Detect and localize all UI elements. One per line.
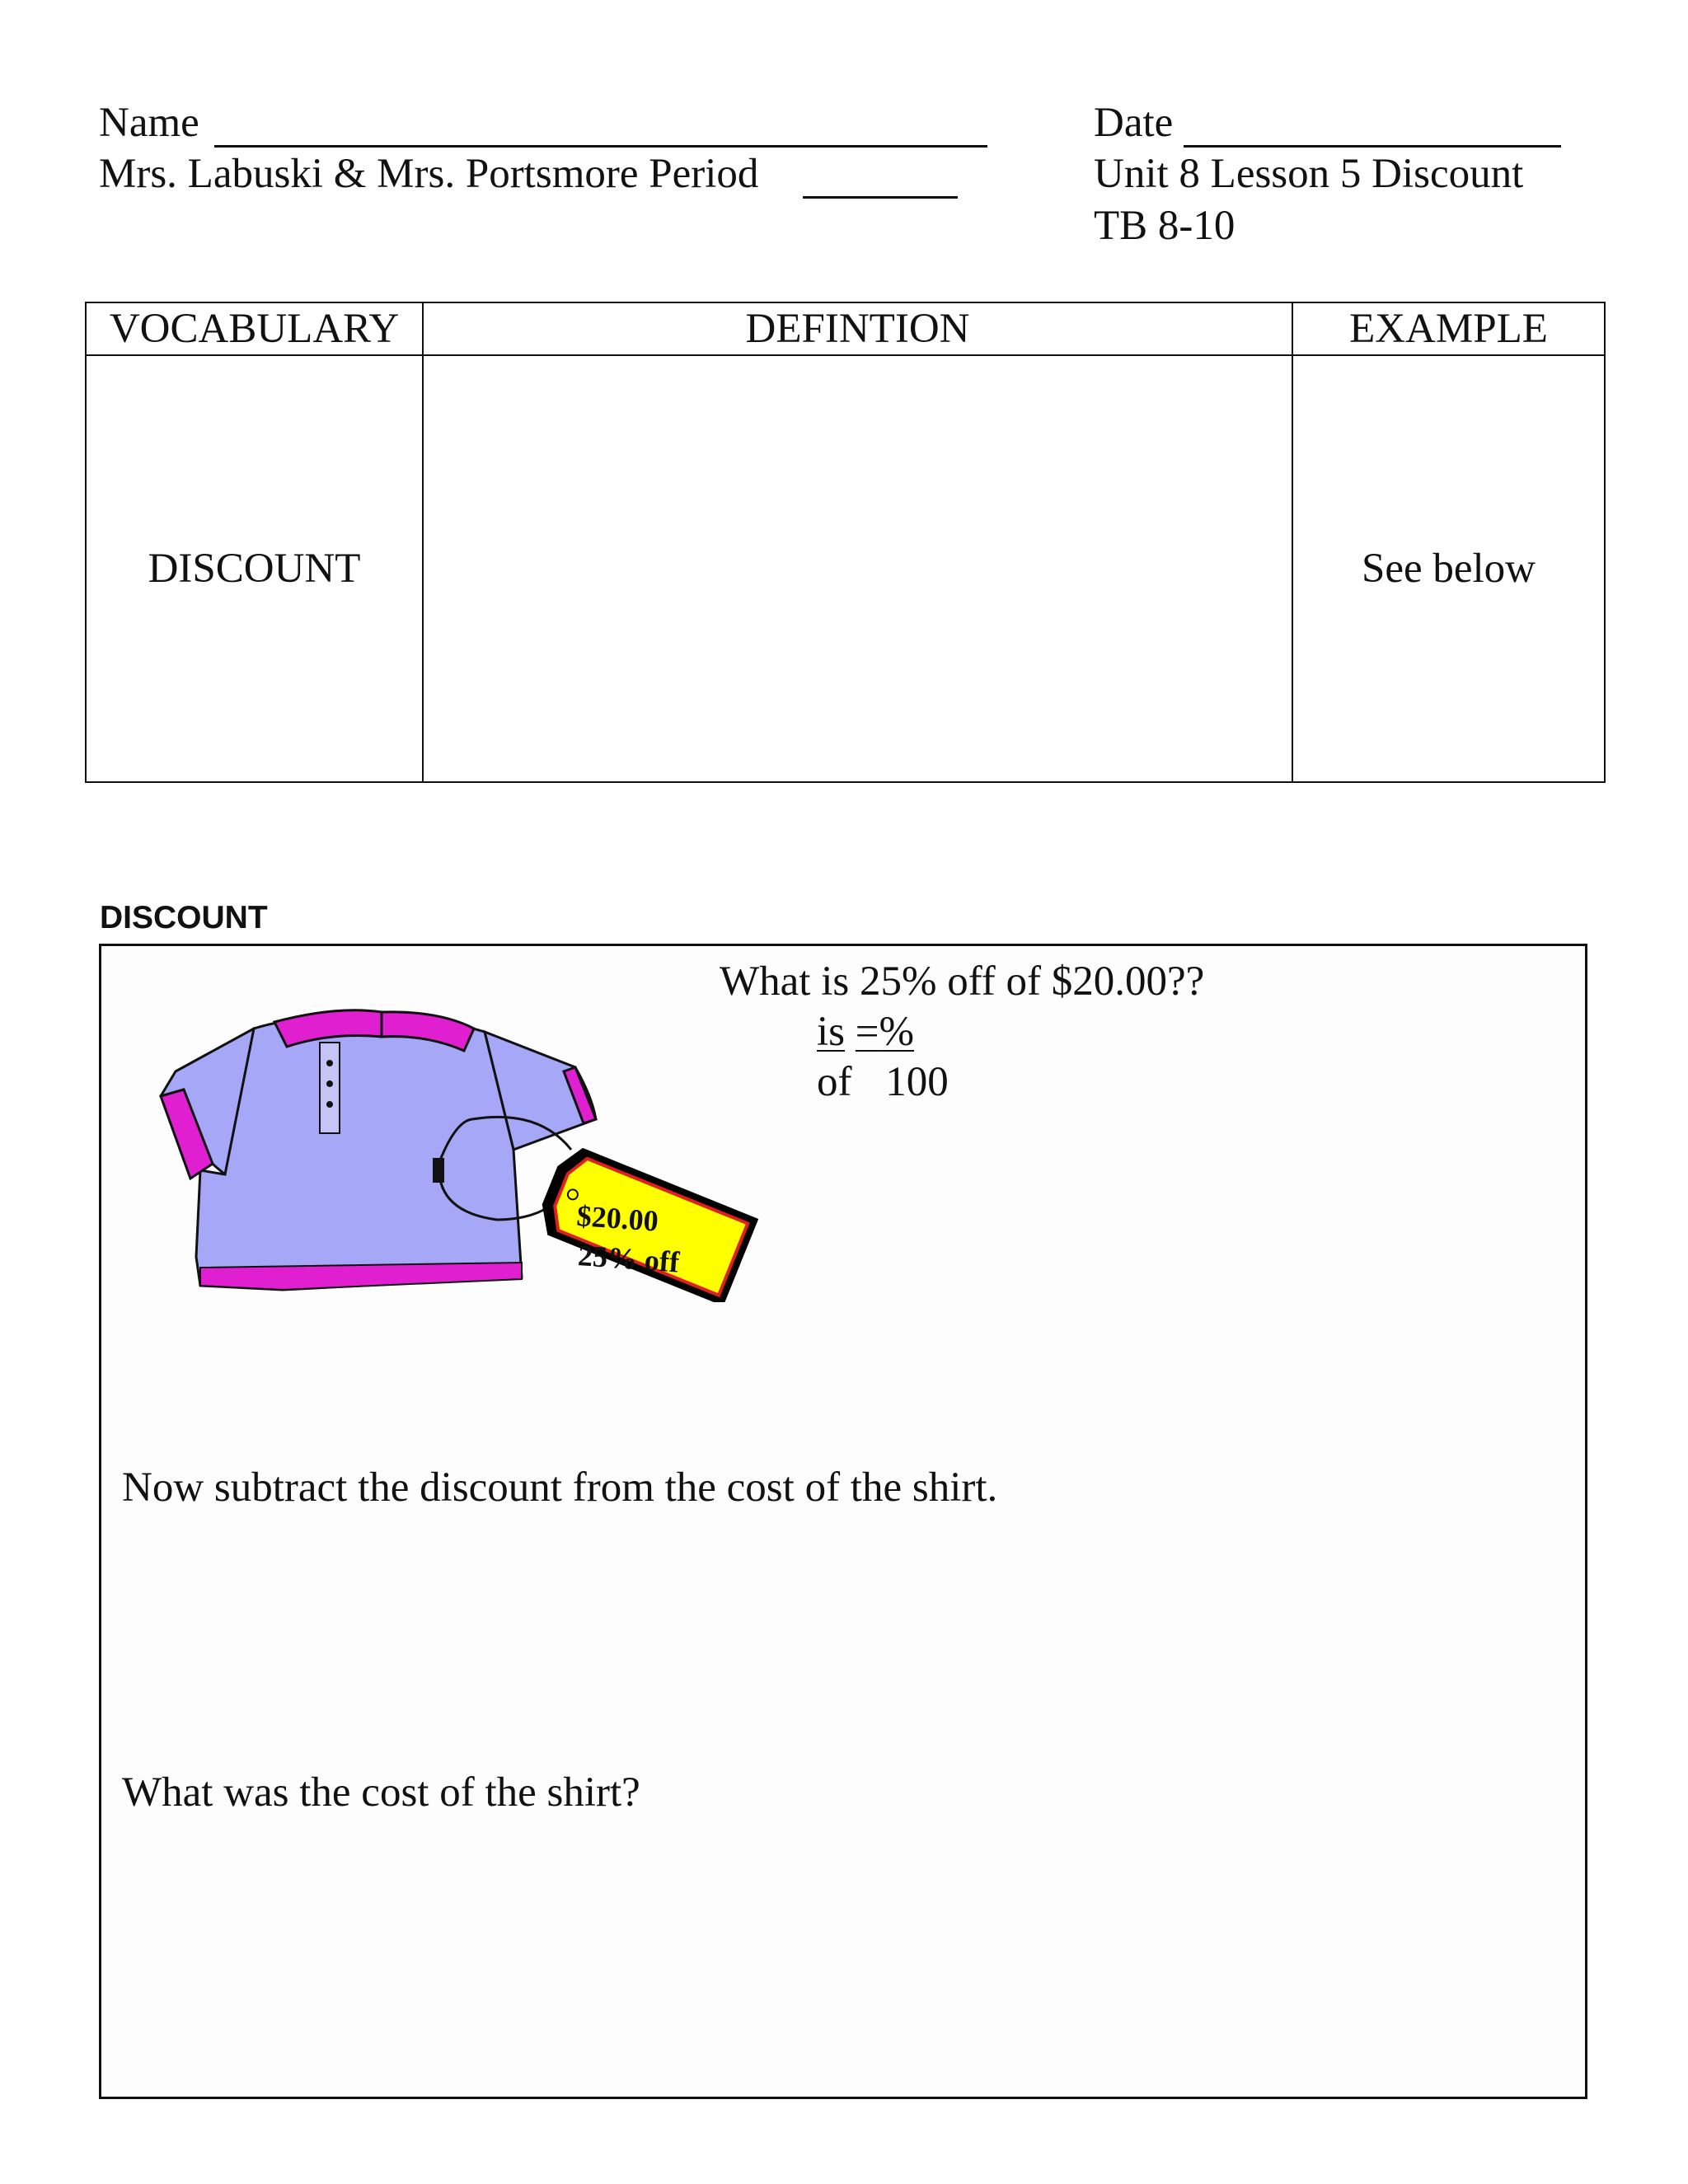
price-tag-discount: 25% off xyxy=(576,1239,681,1279)
name-field-line[interactable] xyxy=(214,145,987,148)
proportion-percent: % xyxy=(879,1009,915,1055)
price-tag-price: $20.00 xyxy=(575,1198,660,1238)
shirt-hem xyxy=(200,1263,522,1290)
shirt-placket xyxy=(320,1043,340,1133)
unit-lesson-title: Unit 8 Lesson 5 Discount xyxy=(1094,151,1524,197)
teachers-label: Mrs. Labuski & Mrs. Portsmore xyxy=(99,151,639,197)
proportion-of: of xyxy=(817,1059,852,1105)
proportion-bottom-row xyxy=(817,1059,949,1105)
teachers-period-line xyxy=(99,153,758,195)
discount-question: What is 25% off of $20.00?? xyxy=(720,958,1205,1005)
discount-work-box xyxy=(99,944,1587,2099)
date-field-line[interactable] xyxy=(1184,145,1561,148)
proportion-hundred: 100 xyxy=(885,1059,949,1105)
vocabulary-table xyxy=(85,302,1606,783)
textbook-reference: TB 8-10 xyxy=(1094,203,1236,249)
example-cell: See below xyxy=(1292,355,1605,782)
shirt-with-price-tag-illustration xyxy=(110,972,785,1302)
vocabulary-header-row xyxy=(86,302,1605,355)
vocabulary-term: DISCOUNT xyxy=(86,355,423,782)
proportion-is: is xyxy=(817,1009,846,1055)
discount-section-heading: DISCOUNT xyxy=(100,900,268,935)
shirt-cost-question: What was the cost of the shirt? xyxy=(122,1769,640,1816)
subtract-instruction: Now subtract the discount from the cost of the shirt. xyxy=(122,1465,998,1511)
proportion-top-row xyxy=(817,1011,914,1053)
definition-column-header: DEFINTION xyxy=(423,302,1292,355)
vocabulary-column-header: VOCABULARY xyxy=(86,302,423,355)
period-field-line[interactable] xyxy=(803,196,958,199)
period-label: Period xyxy=(649,151,759,197)
vocabulary-row xyxy=(86,355,1605,782)
name-label: Name xyxy=(99,100,199,146)
proportion-equals: = xyxy=(855,1009,879,1055)
example-column-header: EXAMPLE xyxy=(1292,302,1605,355)
date-label: Date xyxy=(1094,100,1174,146)
definition-cell[interactable] xyxy=(423,355,1292,782)
